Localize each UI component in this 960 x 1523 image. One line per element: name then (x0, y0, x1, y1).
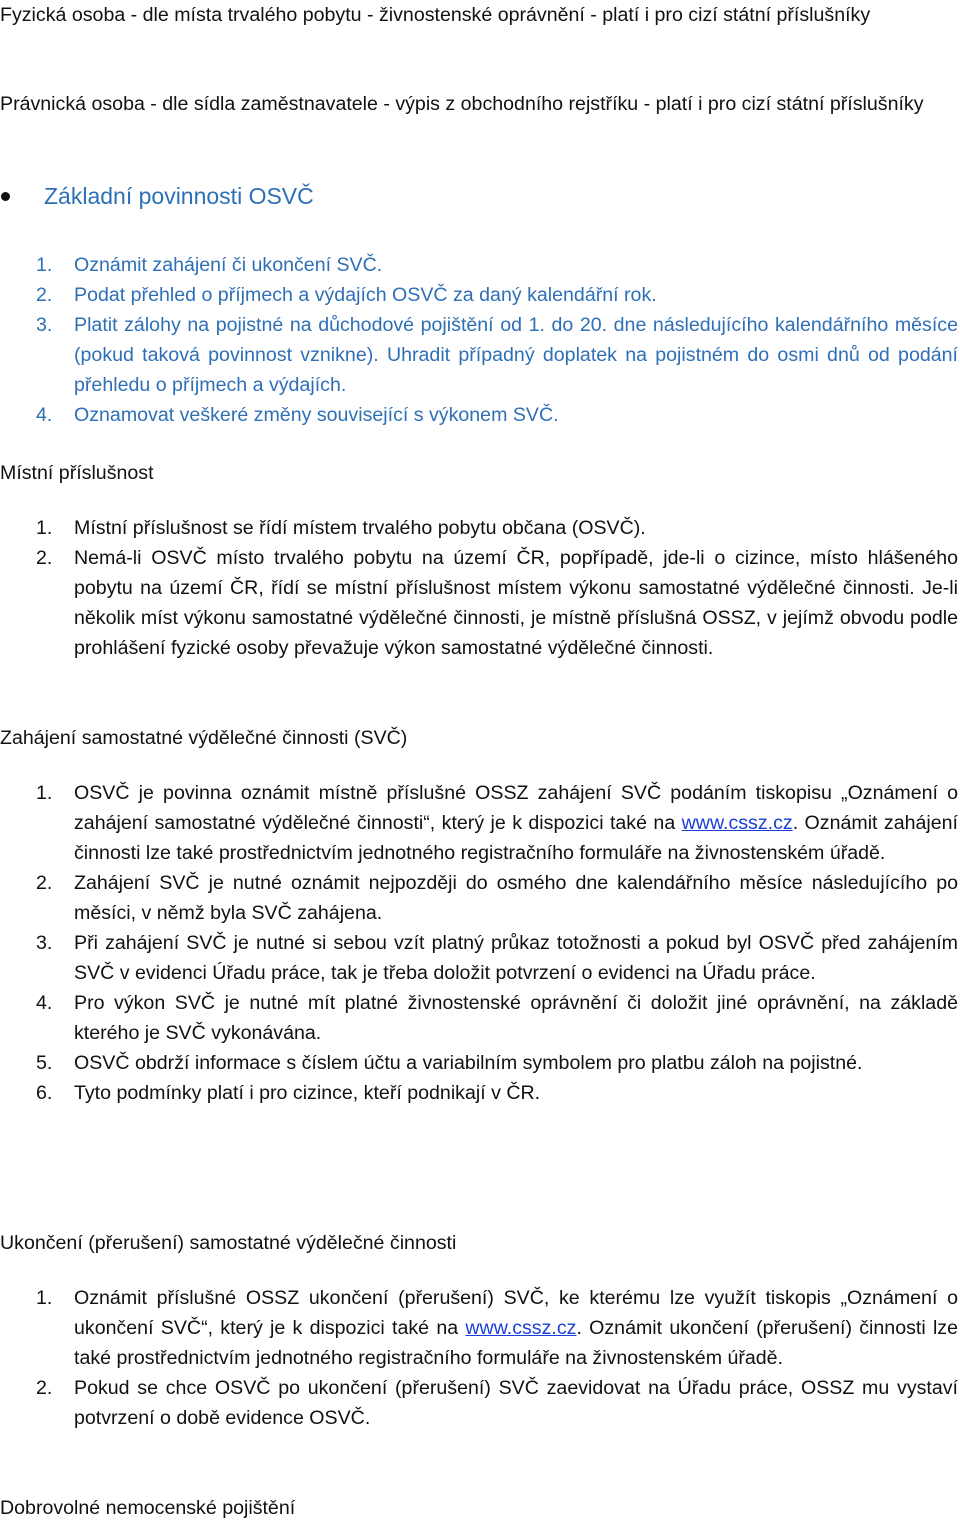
list-item (0, 1048, 958, 1078)
list-item-number: 4. (36, 404, 53, 426)
cssz-link[interactable]: www.cssz.cz (681, 812, 793, 834)
local-heading: Místní příslušnost (0, 462, 154, 484)
list-item-number: 4. (36, 992, 53, 1014)
duties-list (0, 250, 958, 430)
list-item-number: 1. (36, 517, 53, 539)
intro-paragraph-legal-person: Právnická osoba - dle sídla zaměstnavatele - výpis z obchodního rejstříku - platí i pro cizí státní příslušníky (0, 93, 924, 115)
list-item-number: 1. (36, 254, 53, 276)
bullet-icon (1, 192, 10, 201)
list-item-text: Tyto podmínky platí i pro cizince, kteří podnikají v ČR. (74, 1082, 541, 1104)
list-item-text-part: . Oznámit ukončení (přerušení) činnosti lze také prostřednictvím jednotného registračního formuláře na živnostenském úřadě. (74, 1317, 958, 1369)
list-item-number: 2. (36, 547, 53, 569)
list-item-number: 1. (36, 782, 53, 804)
list-item (0, 513, 958, 543)
list-item-number: 1. (36, 1287, 53, 1309)
list-item-text (74, 1283, 958, 1373)
start-heading: Zahájení samostatné výdělečné činnosti (SVČ) (0, 727, 408, 749)
end-list (0, 1283, 958, 1433)
list-item-text: Platit zálohy na pojistné na důchodové pojištění od 1. do 20. dne následujícího kalendářního měsíce (pokud taková povinnost vznikne). Uhradit případný doplatek na pojistném do osmi dnů od podání přehledu o příjmech a výdajích. (74, 314, 958, 396)
list-item-text: Místní příslušnost se řídí místem trvalého pobytu občana (OSVČ). (74, 517, 646, 539)
list-item (0, 868, 958, 928)
start-list (0, 778, 958, 1108)
list-item (0, 778, 958, 868)
list-item-number: 2. (36, 284, 53, 306)
list-item (0, 1373, 958, 1433)
list-item-number: 5. (36, 1052, 53, 1074)
list-item-text-part: Oznámit příslušné OSSZ ukončení (přerušení) SVČ, ke kterému lze využít tiskopis „Oznámení o ukončení SVČ“, který je k dispozici také na (74, 1287, 958, 1339)
list-item-text: Pokud se chce OSVČ po ukončení (přerušení) SVČ zaevidovat na Úřadu práce, OSSZ mu vystaví potvrzení o době evidence OSVČ. (74, 1377, 958, 1429)
list-item-number: 2. (36, 872, 53, 894)
list-item-number: 2. (36, 1377, 53, 1399)
list-item (0, 250, 958, 280)
list-item-text (74, 778, 958, 868)
sickness-heading: Dobrovolné nemocenské pojištění (0, 1497, 296, 1519)
list-item (0, 400, 958, 430)
list-item (0, 928, 958, 988)
list-item-number: 3. (36, 932, 53, 954)
list-item (0, 280, 958, 310)
list-item-text-part: OSVČ je povinna oznámit místně příslušné OSSZ zahájení SVČ podáním tiskopisu „Oznámení o zahájení samostatné výdělečné činnosti“, který je k dispozici také na (74, 782, 958, 834)
end-heading: Ukončení (přerušení) samostatné výdělečné činnosti (0, 1232, 457, 1254)
list-item-text: Při zahájení SVČ je nutné si sebou vzít platný průkaz totožnosti a pokud byl OSVČ před zahájením SVČ v evidenci Úřadu práce, tak je třeba doložit potvrzení o evidenci na Úřadu práce. (74, 932, 958, 984)
list-item (0, 543, 958, 663)
list-item (0, 1078, 958, 1108)
list-item-text: Zahájení SVČ je nutné oznámit nejpozději do osmého dne kalendářního měsíce následujícího po měsíci, v němž byla SVČ zahájena. (74, 872, 958, 924)
intro-paragraph-natural-person: Fyzická osoba - dle místa trvalého pobytu - živnostenské oprávnění - platí i pro cizí státní příslušníky (0, 4, 871, 26)
cssz-link[interactable]: www.cssz.cz (465, 1317, 577, 1339)
list-item (0, 988, 958, 1048)
list-item (0, 1283, 958, 1373)
list-item (0, 310, 958, 400)
list-item-text: Pro výkon SVČ je nutné mít platné živnostenské oprávnění či doložit jiné oprávnění, na základě kterého je SVČ vykonávána. (74, 992, 958, 1044)
list-item-number: 3. (36, 314, 53, 336)
list-item-number: 6. (36, 1082, 53, 1104)
list-item-text: Nemá-li OSVČ místo trvalého pobytu na území ČR, popřípadě, jde-li o cizince, místo hlášeného pobytu na území ČR, řídí se místní příslušnost místem výkonu samostatné výdělečné činnosti. Je-li několik míst výkonu samostatné výdělečné činnosti, je místně příslušná OSSZ, v jejímž obvodu podle prohlášení fyzické osoby převažuje výkon samostatné výdělečné činnosti. (74, 547, 958, 659)
duties-heading-text: Základní povinnosti OSVČ (44, 183, 314, 209)
list-item-text: Podat přehled o příjmech a výdajích OSVČ za daný kalendářní rok. (74, 284, 657, 306)
list-item-text-part: . Oznámit zahájení činnosti lze také prostřednictvím jednotného registračního formuláře na živnostenském úřadě. (74, 812, 958, 864)
list-item-text: Oznámit zahájení či ukončení SVČ. (74, 254, 383, 276)
local-list (0, 513, 958, 663)
list-item-text: Oznamovat veškeré změny související s výkonem SVČ. (74, 404, 559, 426)
list-item-text: OSVČ obdrží informace s číslem účtu a variabilním symbolem pro platbu záloh na pojistné. (74, 1052, 863, 1074)
